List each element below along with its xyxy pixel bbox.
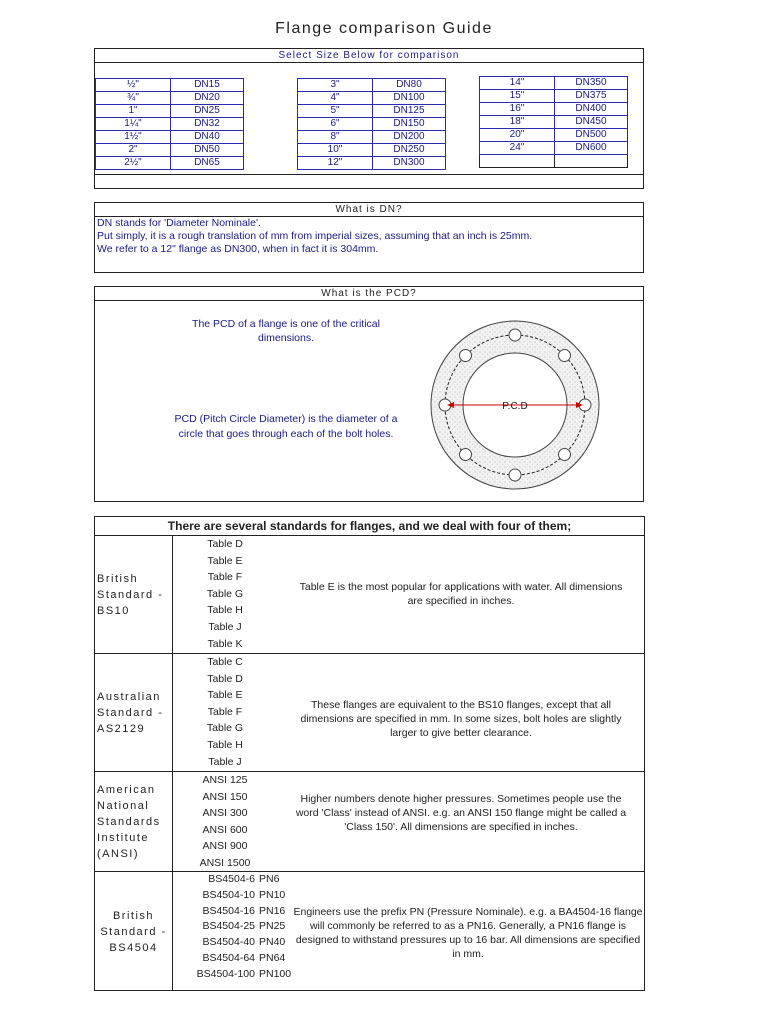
standard-items-as2129 bbox=[175, 654, 275, 770]
bs4504-code: BS4504-100 bbox=[196, 967, 255, 980]
size-inch[interactable]: 18" bbox=[480, 116, 555, 129]
size-inch[interactable]: 3" bbox=[298, 79, 373, 92]
standard-item: Table H bbox=[207, 604, 243, 617]
size-row[interactable] bbox=[96, 92, 244, 105]
size-row[interactable] bbox=[298, 92, 446, 105]
bs4504-code: BS4504-40 bbox=[202, 936, 255, 949]
standard-items-bs4504 bbox=[175, 872, 305, 983]
size-row[interactable] bbox=[480, 116, 628, 129]
bs4504-code: BS4504-25 bbox=[202, 920, 255, 933]
size-row[interactable] bbox=[298, 131, 446, 144]
dn-line-3: We refer to a 12" flange as DN300, when in fact it is 304mm. bbox=[97, 243, 379, 255]
size-dn[interactable]: DN450 bbox=[555, 116, 628, 129]
size-dn[interactable]: DN200 bbox=[373, 131, 446, 144]
size-inch[interactable]: 8" bbox=[298, 131, 373, 144]
pcd-panel bbox=[94, 286, 644, 502]
pn-code: PN100 bbox=[259, 967, 292, 980]
size-row[interactable] bbox=[480, 103, 628, 116]
standard-item: Table F bbox=[207, 705, 243, 718]
bs4504-code: BS4504-6 bbox=[208, 873, 255, 885]
size-inch[interactable]: 16" bbox=[480, 103, 555, 116]
standard-desc-bs10: Table E is the most popular for applications with water. All dimensions are specified in inches. bbox=[299, 581, 623, 607]
standard-items-ansi bbox=[175, 772, 275, 872]
standard-desc-bs4504: Engineers use the prefix PN (Pressure Nominale). e.g. a BA4504-16 flange will commonly be referred to as a PN16. Generally, a PN16 flange is designed to withstand pressures up to 16 bar. All dimensions are specified in mm. bbox=[293, 906, 643, 960]
size-row[interactable] bbox=[96, 105, 244, 118]
standard-item bbox=[175, 935, 305, 951]
size-selector-panel bbox=[94, 48, 644, 189]
size-table-small bbox=[95, 78, 244, 170]
dn-line-1: DN stands for 'Diameter Nominale'. bbox=[97, 217, 261, 229]
size-row[interactable] bbox=[96, 144, 244, 157]
size-dn[interactable]: DN150 bbox=[373, 118, 446, 131]
standards-panel bbox=[94, 516, 645, 991]
size-inch[interactable]: 2½" bbox=[96, 157, 171, 170]
pn-code: PN40 bbox=[259, 936, 286, 949]
size-dn[interactable]: DN50 bbox=[171, 144, 244, 157]
size-dn[interactable]: DN350 bbox=[555, 77, 628, 90]
size-inch[interactable]: 1½" bbox=[96, 131, 171, 144]
size-row[interactable] bbox=[480, 129, 628, 142]
size-dn[interactable]: DN40 bbox=[171, 131, 244, 144]
bs4504-code: BS4504-10 bbox=[202, 888, 255, 901]
size-inch[interactable]: 10" bbox=[298, 144, 373, 157]
standard-item: Table D bbox=[207, 538, 243, 550]
size-inch[interactable]: ½" bbox=[96, 79, 171, 92]
size-inch[interactable]: 6" bbox=[298, 118, 373, 131]
size-inch[interactable]: 4" bbox=[298, 92, 373, 105]
standard-item bbox=[175, 919, 305, 935]
size-panel-divider bbox=[95, 174, 643, 175]
size-dn[interactable]: DN32 bbox=[171, 118, 244, 131]
size-dn[interactable]: DN600 bbox=[555, 142, 628, 155]
pn-code: PN6 bbox=[259, 873, 280, 885]
size-dn[interactable]: DN20 bbox=[171, 92, 244, 105]
pn-code: PN25 bbox=[259, 920, 286, 933]
pcd-paragraph-1: The PCD of a flange is one of the critical dimensions. bbox=[192, 318, 380, 344]
size-row[interactable] bbox=[96, 118, 244, 131]
size-dn[interactable]: DN500 bbox=[555, 129, 628, 142]
size-inch[interactable]: 24" bbox=[480, 142, 555, 155]
standard-item bbox=[175, 967, 305, 983]
size-inch[interactable]: ¾" bbox=[96, 92, 171, 105]
standard-row-as2129 bbox=[95, 654, 644, 772]
standard-item bbox=[175, 904, 305, 920]
bs4504-code: BS4504-64 bbox=[202, 951, 255, 964]
size-row[interactable] bbox=[298, 144, 446, 157]
standard-item: Table J bbox=[208, 620, 242, 633]
pn-code: PN64 bbox=[259, 951, 286, 964]
standard-name-bs10: British Standard - BS10 bbox=[95, 536, 173, 653]
pcd-diagram-label: P.C.D bbox=[502, 401, 528, 412]
standards-header: There are several standards for flanges, and we deal with four of them; bbox=[95, 517, 644, 536]
standard-item: Table C bbox=[207, 656, 243, 668]
standard-item: Table E bbox=[207, 554, 243, 567]
size-row[interactable] bbox=[96, 131, 244, 144]
standard-row-ansi bbox=[95, 772, 644, 872]
standard-item bbox=[175, 872, 305, 888]
size-dn[interactable]: DN400 bbox=[555, 103, 628, 116]
page-title: Flange comparison Guide bbox=[275, 20, 493, 37]
standard-item: ANSI 600 bbox=[202, 823, 248, 836]
standard-item: Table E bbox=[207, 689, 243, 702]
size-table-large bbox=[479, 76, 628, 168]
standard-item bbox=[175, 951, 305, 967]
standard-desc-as2129: These flanges are equivalent to the BS10 flanges, except that all dimensions are specified in mm. In some sizes, bolt holes are slightly larger to give better clearance. bbox=[300, 699, 622, 739]
size-inch[interactable]: 12" bbox=[298, 157, 373, 170]
size-dn[interactable]: DN375 bbox=[555, 90, 628, 103]
size-dn[interactable] bbox=[555, 155, 628, 168]
size-row[interactable] bbox=[480, 90, 628, 103]
standard-item: ANSI 1500 bbox=[199, 856, 251, 869]
size-dn[interactable]: DN15 bbox=[171, 79, 244, 92]
size-inch[interactable] bbox=[480, 155, 555, 168]
size-row[interactable] bbox=[480, 77, 628, 90]
size-inch[interactable]: 14" bbox=[480, 77, 555, 90]
flange-diagram bbox=[429, 301, 615, 501]
size-dn[interactable]: DN300 bbox=[373, 157, 446, 170]
standard-item: ANSI 150 bbox=[202, 790, 248, 803]
size-inch[interactable]: 5" bbox=[298, 105, 373, 118]
pn-code: PN16 bbox=[259, 904, 286, 917]
standard-item: ANSI 125 bbox=[202, 774, 248, 786]
size-inch[interactable]: 1" bbox=[96, 105, 171, 118]
standard-desc-ansi: Higher numbers denote higher pressures. Sometimes people use the word 'Class' instead of ANSI. e.g. an ANSI 150 flange might be called a 'Class 150'. All dimensions are specified in inches. bbox=[295, 793, 627, 833]
size-dn[interactable]: DN65 bbox=[171, 157, 244, 170]
standard-name-ansi: American National Standards Institute (ANSI) bbox=[95, 772, 173, 871]
size-inch[interactable]: 20" bbox=[480, 129, 555, 142]
size-dn[interactable]: DN100 bbox=[373, 92, 446, 105]
standard-name-as2129: Australian Standard - AS2129 bbox=[95, 654, 173, 771]
size-inch[interactable]: 2" bbox=[96, 144, 171, 157]
size-row[interactable] bbox=[298, 105, 446, 118]
size-inch[interactable]: 15" bbox=[480, 90, 555, 103]
size-dn[interactable]: DN250 bbox=[373, 144, 446, 157]
pn-code: PN10 bbox=[259, 888, 286, 901]
size-row[interactable] bbox=[480, 155, 628, 168]
dn-header: What is DN? bbox=[95, 203, 643, 217]
standard-item: Table J bbox=[208, 755, 242, 768]
standard-items-bs10 bbox=[175, 536, 275, 652]
standard-item: Table F bbox=[207, 571, 243, 584]
standard-item: Table G bbox=[206, 587, 244, 600]
standard-item: Table K bbox=[207, 637, 243, 650]
size-row[interactable] bbox=[480, 142, 628, 155]
dn-line-2: Put simply, it is a rough translation of mm from imperial sizes, assuming that an inch is 25mm. bbox=[97, 230, 533, 242]
size-row[interactable] bbox=[96, 79, 244, 92]
size-selector-header: Select Size Below for comparison bbox=[95, 49, 643, 63]
size-row[interactable] bbox=[298, 157, 446, 170]
pcd-header: What is the PCD? bbox=[95, 287, 643, 301]
standard-row-bs10 bbox=[95, 536, 644, 654]
standard-item bbox=[175, 888, 305, 904]
standard-row-bs4504 bbox=[95, 872, 644, 991]
size-dn[interactable]: DN125 bbox=[373, 105, 446, 118]
standard-item: Table H bbox=[207, 738, 243, 751]
dn-panel bbox=[94, 202, 644, 273]
standard-name-bs4504: British Standard - BS4504 bbox=[95, 872, 173, 991]
size-row[interactable] bbox=[96, 157, 244, 170]
size-dn[interactable]: DN25 bbox=[171, 105, 244, 118]
pcd-paragraph-2: PCD (Pitch Circle Diameter) is the diameter of a circle that goes through each of the bolt holes. bbox=[174, 413, 398, 440]
standard-item: Table D bbox=[207, 672, 243, 685]
size-row[interactable] bbox=[298, 118, 446, 131]
bs4504-code: BS4504-16 bbox=[202, 904, 255, 917]
standard-item: ANSI 300 bbox=[202, 807, 248, 820]
size-row[interactable] bbox=[298, 79, 446, 92]
size-dn[interactable]: DN80 bbox=[373, 79, 446, 92]
size-inch[interactable]: 1¼" bbox=[96, 118, 171, 131]
standard-item: Table G bbox=[206, 722, 244, 735]
size-table-medium bbox=[297, 78, 446, 170]
standard-item: ANSI 900 bbox=[202, 840, 248, 853]
